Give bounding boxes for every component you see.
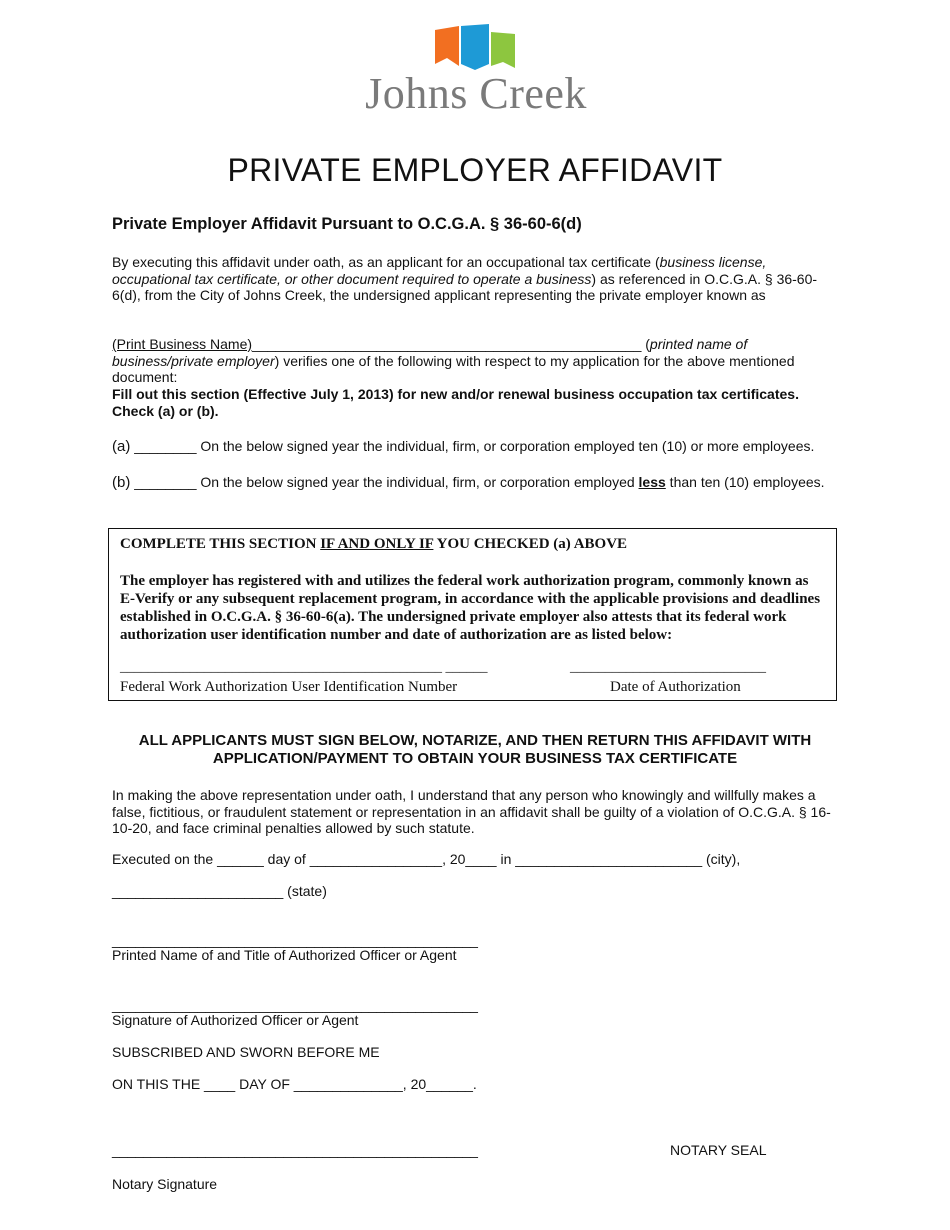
logo-wordmark: Johns Creek xyxy=(365,69,587,118)
business-name-rest: ) verifies one of the following with respect to my application for the above mentioned document: xyxy=(112,352,795,385)
business-name-label: (Print Business Name) xyxy=(112,336,253,352)
printed-name-field[interactable]: _______________________________________________ xyxy=(112,932,478,948)
on-this-day-line[interactable]: ON THIS THE ____ DAY OF ______________, 20______. xyxy=(112,1076,477,1092)
affidavit-subtitle: Private Employer Affidavit Pursuant to O.C.G.A. § 36-60-6(d) xyxy=(112,215,582,233)
business-name-italic: printed name of business/private employer xyxy=(112,336,748,369)
user-id-label: Federal Work Authorization User Identification Number xyxy=(120,679,458,695)
intro-text-1: By executing this affidavit under oath, as an applicant for an occupational tax certificate ( xyxy=(112,254,660,270)
option-b xyxy=(112,474,825,491)
orange-flag-shape xyxy=(435,26,459,66)
option-b-text-1: On the below signed year the individual, firm, or corporation employed xyxy=(196,474,639,490)
everify-heading xyxy=(120,536,627,553)
orange-flag-icon xyxy=(435,26,459,66)
intro-paragraph xyxy=(112,254,840,304)
authorization-date-field[interactable]: ____________________________ xyxy=(570,660,766,675)
everify-heading-1: COMPLETE THIS SECTION xyxy=(120,536,321,552)
option-a xyxy=(112,438,814,455)
intro-italic-text: business license, occupational tax certificate, or other document required to operate a business xyxy=(112,254,767,287)
page-title: PRIVATE EMPLOYER AFFIDAVIT xyxy=(227,152,723,188)
option-a-label: (a) xyxy=(112,438,131,455)
option-a-text: On the below signed year the individual, firm, or corporation employed ten (10) or more employees. xyxy=(196,438,815,454)
notary-seal-label: NOTARY SEAL xyxy=(670,1142,767,1158)
business-name-blank[interactable]: __________________________________________________ xyxy=(252,336,642,352)
blue-flag-shape xyxy=(461,24,489,70)
green-flag-shape xyxy=(491,32,515,68)
everify-heading-underlined: IF AND ONLY IF xyxy=(320,536,434,552)
blue-flag-icon xyxy=(461,24,489,70)
signature-notice: ALL APPLICANTS MUST SIGN BELOW, NOTARIZE, AND THEN RETURN THIS AFFIDAVIT WITH APPLICATION/PAYMENT TO OBTAIN YOUR BUSINESS TAX CERTIFICATE xyxy=(138,732,812,767)
notary-signature-field[interactable]: _______________________________________________ xyxy=(112,1142,478,1158)
option-a-blank[interactable]: ________ xyxy=(134,438,197,454)
officer-signature-field[interactable]: _______________________________________________ xyxy=(112,997,478,1013)
everify-heading-2: YOU CHECKED (a) ABOVE xyxy=(433,536,628,552)
business-name-paragraph xyxy=(112,336,840,386)
subscribed-text: SUBSCRIBED AND SWORN BEFORE ME xyxy=(112,1044,380,1060)
officer-signature-label: Signature of Authorized Officer or Agent xyxy=(112,1012,359,1028)
option-b-blank[interactable]: ________ xyxy=(134,474,197,490)
printed-name-label: Printed Name of and Title of Authorized Officer or Agent xyxy=(112,947,457,963)
johns-creek-logo xyxy=(356,26,596,120)
option-b-label: (b) xyxy=(112,474,131,491)
paren-open: ( xyxy=(645,336,650,352)
notary-signature-label: Notary Signature xyxy=(112,1176,218,1192)
option-b-text-2: than ten (10) employees. xyxy=(665,474,825,490)
section-instruction: Fill out this section (Effective July 1, 2013) for new and/or renewal business occupation tax certificates. Check (a) or (b). xyxy=(112,386,799,419)
oath-statement: In making the above representation under oath, I understand that any person who knowingly and willfully makes a false, fictitious, or fraudulent statement or representation in an affidavit shall be guilty of a violation of O.C.G.A. § 16-10-20, and face criminal penalties allowed by such statute. xyxy=(112,787,831,836)
option-b-emphasis: less xyxy=(638,474,666,490)
authorization-date-label: Date of Authorization xyxy=(610,679,741,695)
user-id-field[interactable]: ______________________________________________ ______ xyxy=(120,660,488,675)
state-line[interactable]: ______________________ (state) xyxy=(112,883,327,899)
everify-body: The employer has registered with and utilizes the federal work authorization program, commonly known as E-Verify or any subsequent replacement program, in accordance with the applicable provisions and deadlines established in O.C.G.A. § 36-60-6(a). The undersigned private employer also attests that its federal work authorization user identification number and date of authorization are as listed below: xyxy=(120,573,821,643)
intro-text-2: ) as referenced in O.C.G.A. § 36-60-6(d), from the City of Johns Creek, the undersigned applicant representing the private employer known as xyxy=(112,270,818,303)
green-flag-icon xyxy=(491,32,515,68)
executed-line[interactable]: Executed on the ______ day of _________________, 20____ in ________________________ (city), xyxy=(112,851,741,867)
